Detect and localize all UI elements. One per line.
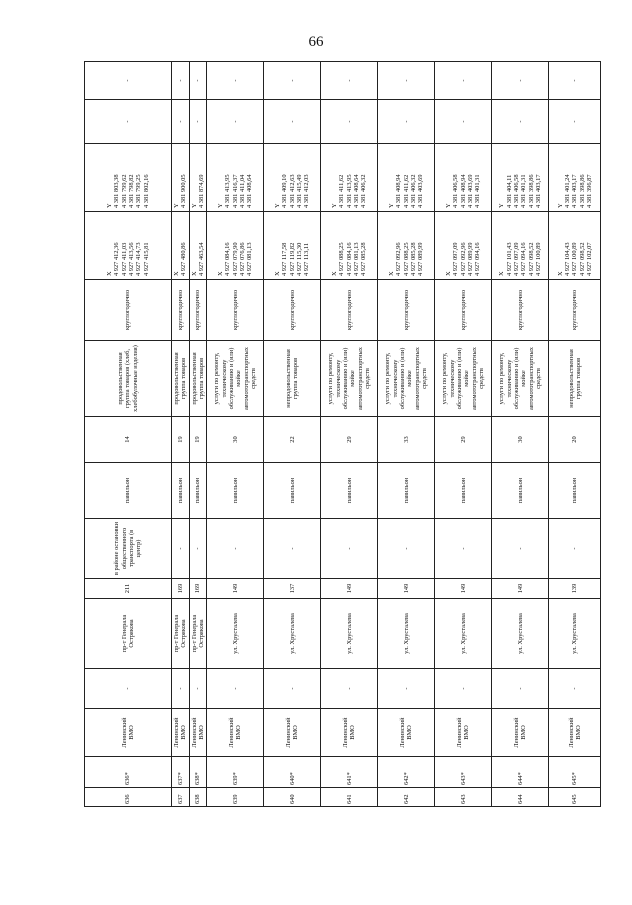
y-coordinates-cell [435, 144, 492, 212]
place-mark-cell: 645* [549, 757, 601, 788]
x-coordinates-cell [492, 212, 549, 280]
coordinate-line: 4 927 092,96 [459, 242, 467, 276]
object-type-cell: павильон [321, 463, 378, 519]
street-cell: ул. Хрусталева [549, 599, 601, 669]
table-row [172, 62, 190, 807]
coordinate-line: Y [274, 203, 282, 208]
coordinate-line: X [173, 271, 180, 276]
specialization-cell: продовольственная группа товаров [189, 341, 207, 417]
x-coordinates-cell [189, 212, 207, 280]
district-cell: Ленинский ВМО [85, 709, 172, 757]
coordinate-line: 4 927 084,16 [224, 242, 232, 276]
place-mark-cell: 644* [492, 757, 549, 788]
y-coordinates-cell [207, 144, 264, 212]
x-coordinates-cell [85, 212, 172, 280]
coordinate-line: 4 381 398,86 [527, 174, 535, 208]
coordinate-line: 4 381 411,62 [402, 174, 410, 208]
column-14-cell: - [172, 100, 190, 144]
coordinate-line: 4 927 101,43 [505, 242, 513, 276]
object-type-cell: павильон [378, 463, 435, 519]
coordinate-line: 4 381 874,69 [198, 174, 206, 208]
coordinate-line: 4 381 413,95 [345, 174, 353, 208]
coordinate-line: 4 381 406,58 [513, 174, 521, 208]
area-cell: 29 [435, 417, 492, 463]
coordinate-line: 4 381 401,31 [520, 174, 528, 208]
column-15-cell: - [189, 62, 207, 100]
column-15-cell: - [549, 62, 601, 100]
column-14-cell: - [85, 100, 172, 144]
coordinate-line: 4 381 416,37 [231, 174, 239, 208]
table-row [321, 62, 378, 807]
area-cell: 19 [189, 417, 207, 463]
place-mark-cell: 637* [172, 757, 190, 788]
area-cell: 30 [207, 417, 264, 463]
coordinate-line: 4 927 079,90 [231, 242, 239, 276]
coordinate-line: 4 927 412,36 [113, 242, 121, 276]
landmark-cell: - [321, 519, 378, 579]
house-number-cell: 149 [435, 579, 492, 599]
street-cell: ул. Хрусталева [264, 599, 321, 669]
coordinate-line: 4 927 097,09 [513, 242, 521, 276]
coordinate-line: X [331, 271, 339, 276]
column-14-cell: - [189, 100, 207, 144]
place-mark-cell: 640* [264, 757, 321, 788]
landmark-cell: - [172, 519, 190, 579]
column-14-cell: - [264, 100, 321, 144]
specialization-cell: продовольственная группа товаров [172, 341, 190, 417]
coordinate-line: 4 381 802,16 [142, 174, 150, 208]
coordinate-line: 4 381 408,64 [353, 174, 361, 208]
specialization-cell: услуги по ремонту, техническому обслуживанию и (или) мойке автомототранспортных средств [492, 341, 549, 417]
coordinate-line: Y [498, 203, 506, 208]
period-cell: круглогодично [189, 280, 207, 341]
area-cell: 30 [492, 417, 549, 463]
place-mark-cell: 639* [207, 757, 264, 788]
coordinate-line: 4 927 100,89 [571, 242, 579, 276]
street-cell: ул. Хрусталева [435, 599, 492, 669]
object-type-cell: павильон [492, 463, 549, 519]
coordinate-line: 4 381 401,31 [474, 174, 482, 208]
coordinate-line: 4 381 409,10 [281, 174, 289, 208]
coordinate-line: 4 381 415,49 [296, 174, 304, 208]
object-type-cell: павильон [207, 463, 264, 519]
place-mark-cell: 643* [435, 757, 492, 788]
coordinate-line: 4 381 411,04 [239, 174, 247, 208]
coordinate-line: 4 927 092,96 [395, 242, 403, 276]
row-number-cell: 644 [492, 788, 549, 807]
table-row [492, 62, 549, 807]
column-4-cell: - [85, 669, 172, 709]
area-cell: 29 [321, 417, 378, 463]
district-cell: Ленинский ВМО [549, 709, 601, 757]
coordinate-line: 4 927 104,43 [563, 242, 571, 276]
specialization-cell: непродовольственная группа товаров [549, 341, 601, 417]
column-4-cell: - [492, 669, 549, 709]
coordinate-line: 4 381 412,63 [288, 174, 296, 208]
street-cell: ул. Хрусталева [207, 599, 264, 669]
period-cell: круглогодично [378, 280, 435, 341]
x-coordinates-cell [264, 212, 321, 280]
district-cell: Ленинский ВМО [264, 709, 321, 757]
coordinate-line: 4 381 403,17 [535, 174, 543, 208]
coordinate-line: 4 381 401,24 [563, 174, 571, 208]
coordinate-line: 4 381 799,62 [120, 174, 128, 208]
column-14-cell: - [492, 100, 549, 144]
coordinate-line: 4 927 117,58 [281, 242, 289, 276]
coordinate-line: 4 381 412,03 [303, 174, 311, 208]
column-4-cell: - [321, 669, 378, 709]
column-14-cell: - [549, 100, 601, 144]
coordinate-line: 4 381 398,86 [578, 174, 586, 208]
specialization-cell: услуги по ремонту, техническому обслуживанию и (или) мойке автомототранспортных средств [378, 341, 435, 417]
coordinate-line: Y [331, 203, 339, 208]
house-number-cell: 149 [321, 579, 378, 599]
landmark-cell: - [435, 519, 492, 579]
specialization-cell: продовольственная группа товаров (хлеб, хлебобулочные изделия) [85, 341, 172, 417]
coordinate-line: 4 381 900,05 [180, 174, 188, 208]
column-15-cell: - [435, 62, 492, 100]
coordinate-line: 4 927 094,16 [520, 242, 528, 276]
coordinate-line: 4 927 084,16 [345, 242, 353, 276]
landmark-cell: - [378, 519, 435, 579]
street-cell: ул. Хрусталева [492, 599, 549, 669]
district-cell: Ленинский ВМО [172, 709, 190, 757]
object-type-cell: павильон [435, 463, 492, 519]
x-coordinates-cell [321, 212, 378, 280]
house-number-cell: 211 [85, 579, 172, 599]
landmark-cell: - [207, 519, 264, 579]
object-type-cell: павильон [85, 463, 172, 519]
place-mark-cell: 638* [189, 757, 207, 788]
coordinate-line: 4 927 094,16 [474, 242, 482, 276]
coordinate-line: 4 927 102,07 [585, 242, 593, 276]
area-cell: 22 [264, 417, 321, 463]
coordinate-line: X [105, 271, 113, 276]
row-number-cell: 639 [207, 788, 264, 807]
district-cell: Ленинский ВМО [492, 709, 549, 757]
table-row [207, 62, 264, 807]
coordinate-line: 4 927 100,89 [535, 242, 543, 276]
column-15-cell: - [321, 62, 378, 100]
y-coordinates-cell [321, 144, 378, 212]
area-cell: 33 [378, 417, 435, 463]
coordinate-line: 4 927 411,03 [120, 242, 128, 276]
coordinate-line: 4 927 081,13 [353, 242, 361, 276]
y-coordinates-cell [189, 144, 207, 212]
period-cell: круглогодично [207, 280, 264, 341]
coordinate-line: X [445, 271, 453, 276]
table-body [85, 62, 601, 807]
coordinate-line: 4 927 089,99 [417, 242, 425, 276]
street-cell: пр-т Генерала Острякова [85, 599, 172, 669]
x-coordinates-cell [378, 212, 435, 280]
column-4-cell: - [378, 669, 435, 709]
column-14-cell: - [435, 100, 492, 144]
coordinate-line: X [190, 271, 198, 276]
row-number-cell: 636 [85, 788, 172, 807]
coordinate-line: 4 927 088,25 [338, 242, 346, 276]
coordinate-line: X [274, 271, 282, 276]
district-cell: Ленинский ВМО [435, 709, 492, 757]
y-coordinates-cell [492, 144, 549, 212]
coordinate-line: 4 927 085,28 [410, 242, 418, 276]
table-row [378, 62, 435, 807]
coordinate-line: 4 381 803,38 [113, 174, 121, 208]
district-cell: Ленинский ВМО [378, 709, 435, 757]
landmark-cell: - [549, 519, 601, 579]
row-number-cell: 637 [172, 788, 190, 807]
specialization-cell: услуги по ремонту, техническому обслуживанию и (или) мойке автомототранспортных средств [435, 341, 492, 417]
coordinate-line: 4 927 480,86 [180, 242, 188, 276]
coordinate-line: 4 381 406,58 [452, 174, 460, 208]
column-15-cell: - [172, 62, 190, 100]
column-4-cell: - [207, 669, 264, 709]
row-number-cell: 640 [264, 788, 321, 807]
coordinate-line: 4 381 413,95 [224, 174, 232, 208]
coordinate-line: 4 927 076,86 [239, 242, 247, 276]
house-number-cell: 149 [378, 579, 435, 599]
row-number-cell: 641 [321, 788, 378, 807]
house-number-cell: 139 [549, 579, 601, 599]
coordinate-line: 4 381 799,25 [135, 174, 143, 208]
street-cell: пр-т Генерала Острякова [172, 599, 190, 669]
coordinate-line: Y [190, 203, 198, 208]
coordinate-line: 4 927 081,13 [246, 242, 254, 276]
area-cell: 14 [85, 417, 172, 463]
coordinate-line: Y [388, 203, 396, 208]
coordinate-line: 4 927 085,28 [360, 242, 368, 276]
coordinate-line: 4 927 115,30 [296, 242, 304, 276]
coordinate-line: X [388, 271, 396, 276]
y-coordinates-cell [378, 144, 435, 212]
place-mark-cell: 636* [85, 757, 172, 788]
place-mark-cell: 642* [378, 757, 435, 788]
coordinate-line: X [217, 271, 225, 276]
column-4-cell: - [549, 669, 601, 709]
period-cell: круглогодично [172, 280, 190, 341]
column-15-cell: - [378, 62, 435, 100]
period-cell: круглогодично [549, 280, 601, 341]
coordinate-line: X [498, 271, 506, 276]
column-14-cell: - [207, 100, 264, 144]
page-number: 66 [308, 34, 324, 50]
y-coordinates-cell [264, 144, 321, 212]
object-type-cell: павильон [264, 463, 321, 519]
column-4-cell: - [435, 669, 492, 709]
column-14-cell: - [378, 100, 435, 144]
district-cell: Ленинский ВМО [321, 709, 378, 757]
column-15-cell: - [492, 62, 549, 100]
period-cell: круглогодично [264, 280, 321, 341]
coordinate-line: 4 381 403,17 [571, 174, 579, 208]
table-row [435, 62, 492, 807]
coordinate-line: Y [445, 203, 453, 208]
period-cell: круглогодично [435, 280, 492, 341]
specialization-cell: непродовольственная группа товаров [264, 341, 321, 417]
x-coordinates-cell [207, 212, 264, 280]
coordinate-line: 4 381 406,32 [410, 174, 418, 208]
coordinate-line: 4 927 119,82 [288, 242, 296, 276]
house-number-cell: 149 [207, 579, 264, 599]
house-number-cell: 149 [492, 579, 549, 599]
landmark-cell: - [189, 519, 207, 579]
coordinate-line: 4 381 404,11 [505, 174, 513, 208]
area-cell: 20 [549, 417, 601, 463]
y-coordinates-cell [85, 144, 172, 212]
x-coordinates-cell [435, 212, 492, 280]
coordinate-line: 4 381 408,64 [246, 174, 254, 208]
registry-table [84, 61, 601, 807]
coordinate-line: 4 381 411,62 [338, 174, 346, 208]
coordinate-line: 4 927 415,81 [142, 242, 150, 276]
landmark-cell: - [492, 519, 549, 579]
table-row [549, 62, 601, 807]
coordinate-line: 4 381 403,69 [417, 174, 425, 208]
coordinate-line: 4 381 403,69 [467, 174, 475, 208]
district-cell: Ленинский ВМО [189, 709, 207, 757]
period-cell: круглогодично [85, 280, 172, 341]
object-type-cell: павильон [189, 463, 207, 519]
column-14-cell: - [321, 100, 378, 144]
row-number-cell: 643 [435, 788, 492, 807]
table-row [85, 62, 172, 807]
coordinate-line: 4 927 098,52 [578, 242, 586, 276]
column-15-cell: - [85, 62, 172, 100]
column-15-cell: - [264, 62, 321, 100]
object-type-cell: павильон [549, 463, 601, 519]
rotated-table-container [84, 62, 599, 807]
coordinate-line: Y [173, 203, 180, 208]
place-mark-cell: 641* [321, 757, 378, 788]
row-number-cell: 645 [549, 788, 601, 807]
house-number-cell: 169 [189, 579, 207, 599]
coordinate-line: 4 381 396,87 [585, 174, 593, 208]
row-number-cell: 642 [378, 788, 435, 807]
landmark-cell: - [264, 519, 321, 579]
coordinate-line: 4 927 413,56 [128, 242, 135, 276]
coordinate-line: 4 381 798,82 [128, 174, 135, 208]
coordinate-line: 4 927 414,73 [135, 242, 143, 276]
coordinate-line: Y [105, 203, 113, 208]
row-number-cell: 638 [189, 788, 207, 807]
x-coordinates-cell [172, 212, 190, 280]
object-type-cell: павильон [172, 463, 190, 519]
period-cell: круглогодично [321, 280, 378, 341]
house-number-cell: 137 [264, 579, 321, 599]
coordinate-line: 4 381 408,94 [395, 174, 403, 208]
specialization-cell: услуги по ремонту, техническому обслуживанию и (или) мойке автомототранспортных средств [207, 341, 264, 417]
column-4-cell: - [172, 669, 190, 709]
column-4-cell: - [264, 669, 321, 709]
table-row [189, 62, 207, 807]
y-coordinates-cell [172, 144, 190, 212]
x-coordinates-cell [549, 212, 601, 280]
coordinate-line: 4 927 098,52 [527, 242, 535, 276]
coordinate-line: 4 927 113,11 [303, 242, 311, 276]
column-4-cell: - [189, 669, 207, 709]
coordinate-line: 4 381 408,94 [459, 174, 467, 208]
coordinate-line: 4 927 088,25 [402, 242, 410, 276]
street-cell: ул. Хрусталева [321, 599, 378, 669]
street-cell: ул. Хрусталева [378, 599, 435, 669]
coordinate-line: 4 381 406,32 [360, 174, 368, 208]
coordinate-line: 4 927 097,09 [452, 242, 460, 276]
coordinate-line: Y [217, 203, 225, 208]
coordinate-line: Y [556, 203, 564, 208]
landmark-cell: в районе остановки общественного транспорта (в центр) [85, 519, 172, 579]
area-cell: 19 [172, 417, 190, 463]
coordinate-line: 4 927 089,99 [467, 242, 475, 276]
table-row [264, 62, 321, 807]
period-cell: круглогодично [492, 280, 549, 341]
column-15-cell: - [207, 62, 264, 100]
street-cell: пр-т Генерала Острякова [189, 599, 207, 669]
y-coordinates-cell [549, 144, 601, 212]
specialization-cell: услуги по ремонту, техническому обслуживанию и (или) мойке автомототранспортных средств [321, 341, 378, 417]
district-cell: Ленинский ВМО [207, 709, 264, 757]
house-number-cell: 169 [172, 579, 190, 599]
coordinate-line: X [556, 271, 564, 276]
coordinate-line: 4 927 463,54 [198, 242, 206, 276]
